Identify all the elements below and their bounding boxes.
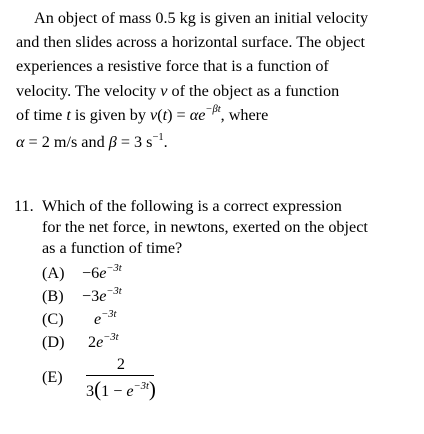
exponential-base: e xyxy=(99,264,107,282)
paren: ) xyxy=(167,105,173,124)
exponent: −3t xyxy=(103,331,119,343)
period: . xyxy=(163,133,168,152)
exponent: −βt xyxy=(205,104,221,116)
fraction-denominator xyxy=(86,377,156,402)
choice-expression xyxy=(94,310,116,329)
exponential-base: e xyxy=(99,287,107,305)
coefficient: −6 xyxy=(82,264,100,282)
exponent: −3t xyxy=(101,308,117,320)
exponent: −3t xyxy=(133,380,149,392)
beta-exponent: −1 xyxy=(152,131,164,143)
denominator-text: 1 − xyxy=(101,382,127,400)
exponent: −3t xyxy=(106,262,122,274)
question-line-2: for the net force, in newtons, exerted on the object xyxy=(42,218,368,236)
choice-expression xyxy=(82,264,122,283)
exponential-base: e xyxy=(96,333,104,351)
choice-label: (E) xyxy=(42,368,63,386)
stem-text: is given by xyxy=(70,105,150,124)
exponent: −3t xyxy=(106,285,122,297)
question-line-3: as a function of time? xyxy=(42,239,183,257)
time-variable: t xyxy=(162,105,168,124)
velocity-variable: v xyxy=(160,81,168,100)
alpha-symbol: α xyxy=(16,133,25,152)
paren: ( xyxy=(157,105,163,124)
exponential-base: e xyxy=(126,382,134,400)
exponential-base: e xyxy=(94,310,102,328)
stem-line-5 xyxy=(16,103,416,127)
problem-stem xyxy=(16,6,416,154)
denominator-coefficient: 3 xyxy=(86,382,95,400)
time-variable: t xyxy=(66,105,71,124)
fraction-numerator: 2 xyxy=(116,355,125,373)
choice-expression xyxy=(82,287,122,306)
choice-label: (B) xyxy=(42,287,64,305)
question-line-1: Which of the following is a correct expression xyxy=(42,197,342,215)
coefficient: 2 xyxy=(88,333,97,351)
velocity-function: v xyxy=(150,105,158,124)
paren: ) xyxy=(148,377,156,401)
paren: ( xyxy=(94,377,102,401)
fraction-bar xyxy=(86,375,154,376)
choice-label: (A) xyxy=(42,264,65,282)
beta-value: = 3 s xyxy=(116,133,153,152)
coefficient: −3 xyxy=(82,287,100,305)
stem-text: velocity. The velocity xyxy=(16,81,161,100)
choice-label: (D) xyxy=(42,333,65,351)
equals: = xyxy=(172,105,190,124)
question-text xyxy=(42,196,418,259)
stem-line-6 xyxy=(16,130,416,154)
beta-symbol: β xyxy=(108,133,117,152)
stem-text: , where xyxy=(220,105,269,124)
stem-line-1: An object of mass 0.5 kg is given an initial velocity xyxy=(34,9,369,27)
question-11 xyxy=(14,196,418,259)
alpha-symbol: α xyxy=(189,105,199,124)
fraction xyxy=(86,355,156,402)
stem-line-2: and then slides across a horizontal surface. The object xyxy=(16,33,365,52)
stem-text: of the object as a function xyxy=(167,81,340,100)
stem-text: of time xyxy=(16,105,67,124)
stem-line-3: experiences a resistive force that is a function of xyxy=(16,57,329,76)
question-number: 11. xyxy=(14,197,34,215)
stem-line-4 xyxy=(16,79,416,103)
alpha-value: = 2 m/s and xyxy=(24,133,109,152)
exponential-base: e xyxy=(198,105,206,124)
choice-label: (C) xyxy=(42,310,64,328)
choice-expression xyxy=(88,333,119,352)
